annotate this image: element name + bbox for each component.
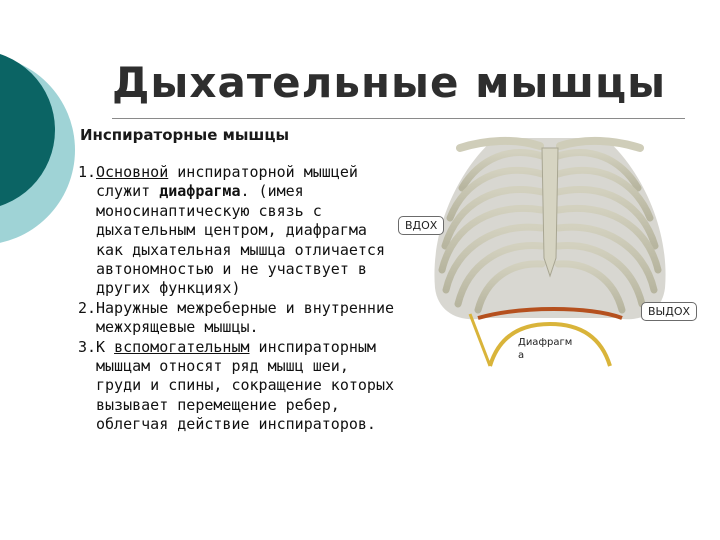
bold-term: диафрагма [159, 182, 241, 201]
item-number: 1. [78, 163, 97, 181]
section-subtitle: Инспираторные мышцы [80, 126, 290, 144]
inhale-label: ВДОХ [398, 216, 444, 235]
underlined-term: вспомогательным [114, 337, 250, 356]
item-number: 3. [78, 337, 97, 356]
item-number: 2. [78, 298, 97, 317]
ribcage-illustration [390, 128, 710, 368]
list-item-2: 2. Наружные межреберные и внутренние межхрящевые мышцы. [78, 298, 395, 337]
diaphragm-label: Диафрагм а [518, 337, 573, 361]
underlined-term: Основной [96, 163, 169, 181]
list-item-3: 3. К вспомогательным инспираторным мышцам относят ряд мышц шеи, груди и спины, сокращение которых вызывает перемещение ребер, облегчая действие инспираторов. [78, 337, 395, 434]
body-text [78, 163, 398, 435]
exhale-label: ВЫДОХ [641, 302, 697, 321]
title-divider [112, 118, 685, 119]
list-item-1: 1. Основной инспираторной мышцей служит диафрагма. (имея моносинаптическую связь с дыхательным центром, диафрагма как дыхательная мышца отличается автономностью и не участвует в других функциях) [78, 163, 385, 298]
page-title: Дыхательные мышцы [112, 58, 667, 107]
